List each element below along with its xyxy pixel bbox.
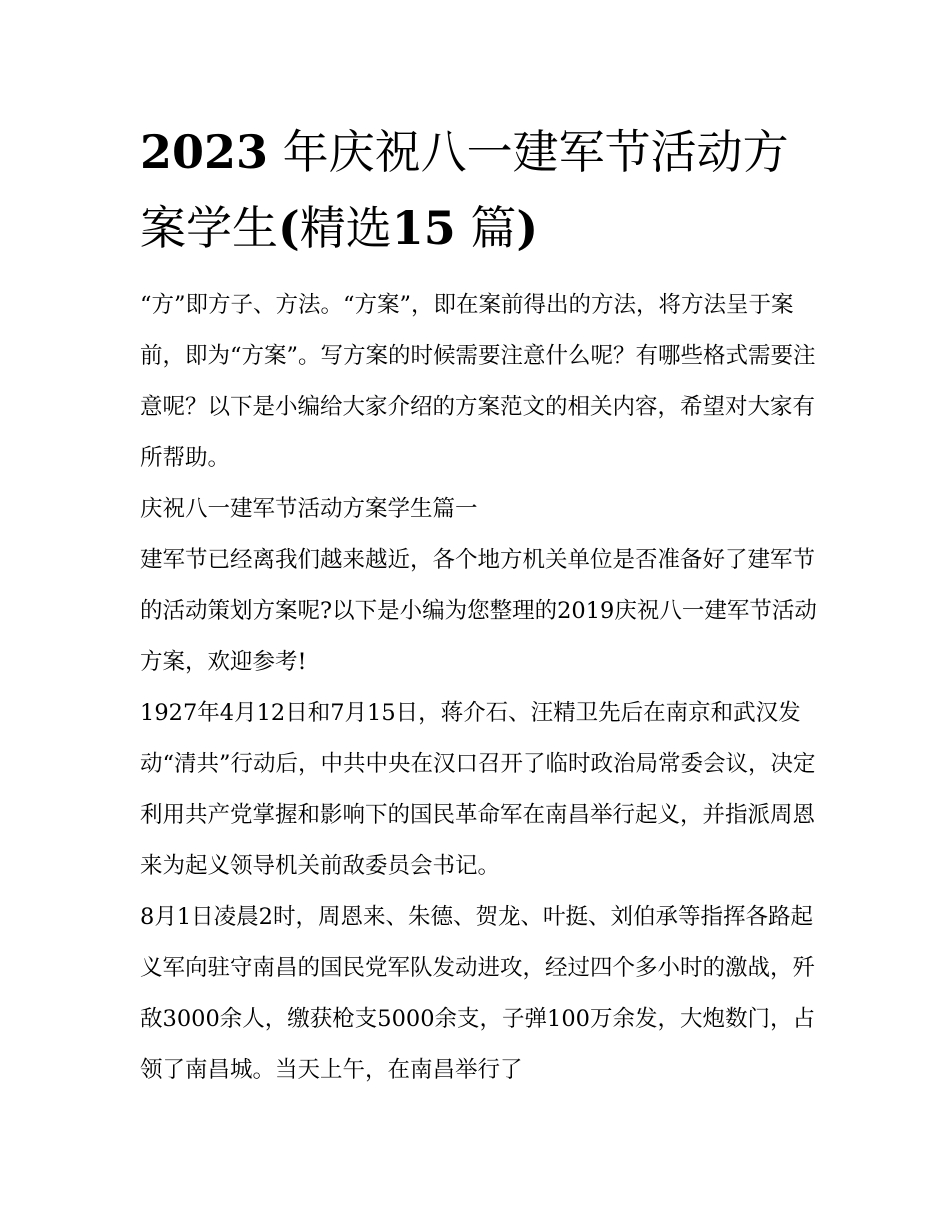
- body-paragraph: 8月1日凌晨2时，周恩来、朱德、贺龙、叶挺、刘伯承等指挥各路起义军向驻守南昌的国民党军队发动进攻，经过四个多小时的激战，歼敌3000余人，缴获枪支5000余支，子弹100万余发，大炮数门，占领了南昌城。当天上午，在南昌举行了: [140, 904, 816, 1083]
- title-year: 2023: [140, 125, 269, 179]
- body-paragraph: 建军节已经离我们越来越近，各个地方机关单位是否准备好了建军节的活动策划方案呢?以下是小编为您整理的2019庆祝八一建军节活动方案，欢迎参考!: [140, 547, 817, 675]
- intro-paragraph: “方”即方子、方法。“方案”，即在案前得出的方法，将方法呈于案前，即为“方案”。写方案的时候需要注意什么呢？有哪些格式需要注意呢？以下是小编给大家介绍的方案范文的相关内容，希望对大家有所帮助。: [140, 292, 816, 471]
- title-paren-close: ): [516, 201, 539, 255]
- document-body: [140, 280, 820, 1096]
- title-line2-text: 案学生: [140, 201, 278, 255]
- section-heading: 庆祝八一建军节活动方案学生篇一: [140, 496, 478, 522]
- title-pian-text: 篇: [470, 201, 517, 255]
- title-paren-open: (: [278, 201, 300, 255]
- body-paragraph: 1927年4月12日和7月15日，蒋介石、汪精卫先后在南京和武汉发动“清共”行动后，中共中央在汉口召开了临时政治局常委会议，决定利用共产党掌握和影响下的国民革命军在南昌举行起义，并指派周恩来为起义领导机关前敌委员会书记。: [140, 700, 816, 879]
- title-line1-text: 年庆祝八一建军节活动方: [282, 125, 789, 179]
- title-selected-text: 精选: [299, 201, 392, 255]
- title-count: 15: [391, 201, 456, 255]
- document-title: [140, 114, 820, 266]
